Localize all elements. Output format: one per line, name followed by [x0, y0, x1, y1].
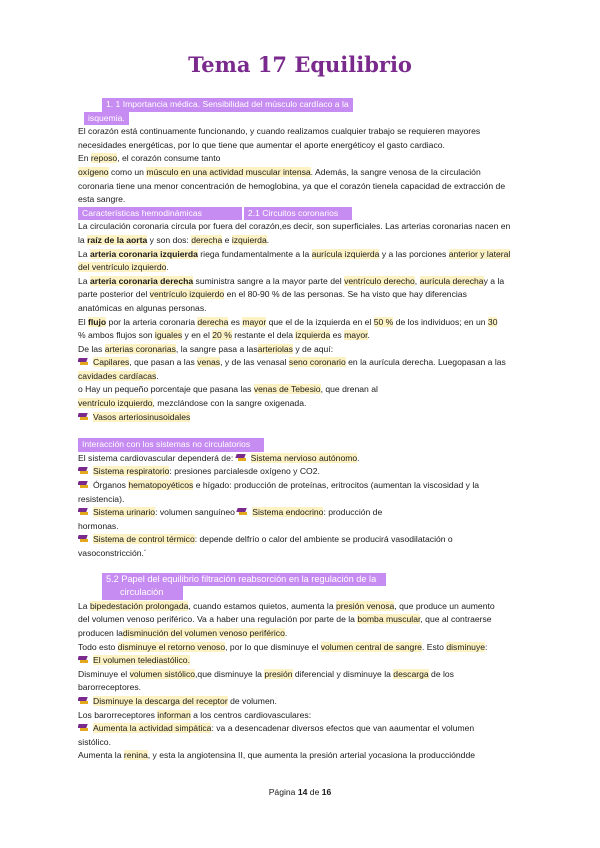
paragraph-line: anatómicas en algunas personas.: [78, 302, 207, 313]
document-body: 1. 1 Importancia médica. Sensibilidad del músculo cardíaco a la isquemia. El corazón está continuamente funcionando, y cuando realizamos cualquier trabajo se requieren mayores necesidades energéticas, por lo que tiene que aumentar el aporte energéticoy el gasto cardiaco. En reposo, el corazón consume tanto oxígeno como un músculo en una actividad muscular intensa. Además, la sangre venosa de la circulación coronaria tiene una menor concentración de hemoglobina, ya que el corazón tienela capacidad de extracción de esta sangre. Características hemodinámicas 2.1 Circuitos coronarios La circulación coronaria circula por fuera del corazón,es decir, son superficiales. Las arterias coronarias nacen en la raíz de la aorta y son dos: derecha e izquierda. La arteria coronaria izquierda riega fundamentalmente a la aurícula izquierda y a las porciones anterior y lateral del ventrículo izquierdo. La arteria coronaria derecha suministra sangre a la mayor parte del ventrículo derecho, aurícula derechay a la parte posterior del ventrículo izquierdo en el 80-90 % de las personas. Se ha visto que hay diferencias anatómicas en algunas personas. El flujo por la arteria coronaria derecha es mayor que el de la izquierda en el 50 % de los individuos; en un 30 % ambos flujos son iguales y en el 20 % restante el dela izquierda es mayor. De las arterias coronarias, la sangre pasa a lasarteriolas y de aquí: Capilares, que pasan a las venas, y de las venasal seno coronario en la aurícula derecha. Luegopasan a las cavidades cardíacas. o Hay un pequeño porcentaje que pasana las venas de Tebesio, que drenan al ventrículo izquierdo, mezclándose con la sangre oxigenada. Vasos arteriosinusoidales Interacción con los sistemas no circulatorios El sistema cardiovascular dependerá de: Sistema nervioso autónomo. Sistema respiratorio: presiones parcialesde oxígeno y CO2. Órganos hematopoyéticos e hígado: producción de proteínas, eritrocitos (aumentan la viscosidad y la resistencia). Sistema urinario: volumen sanguíneo Sistema endocrino: producción de hormonas. Sistema de control térmico: depende delfrío o calor del ambiente se producirá vasodilatación o vasoconstricción.´ 5.2 Papel del equilibrio filtración reabsorción en la regulación de la circulación La bipedestación prolongada, cuando estamos quietos, aumenta la presión venosa, que produce un aumento del volumen venoso periférico. Va a haber una regulación por parte de la bomba muscular, que al contraerse producen ladisminución del volumen venoso periférico. Todo esto disminuye el retorno venoso, por lo que disminuye el volumen central de sangre. Esto disminuye: El volumen telediastólico. Disminuye el volumen sistólico,que disminuye la presión diferencial y disminuye la descarga de los barorreceptores. Disminuye la descarga del receptor de volumen. Los barorreceptores informan a los centros cardiovasculares: Aumenta la actividad simpática: va a desencadenar diversos efectos que van aaumentar el volumen sistólico. Aumenta la renina, y esta la angiotensina II, que aumenta la presión arterial yocasiona la produccióndde: [78, 98, 556, 763]
paragraph-line: El sistema cardiovascular dependerá de: Sistema nervioso autónomo.: [78, 452, 360, 463]
paragraph-line: esta sangre.: [78, 194, 126, 205]
bullet-arrow-icon: [78, 412, 89, 421]
bullet-arrow-icon: [78, 466, 89, 475]
paragraph-line: Disminuye el volumen sistólico,que disminuye la presión diferencial y disminuye la descarga de los: [78, 668, 454, 679]
paragraph-line: producen ladisminución del volumen venoso periférico.: [78, 627, 288, 638]
page-title: Tema 17 Equilibrio: [188, 52, 412, 77]
bullet-item: El volumen telediastólico.: [78, 654, 556, 668]
paragraph-line: La circulación coronaria circula por fuera del corazón,es decir, son superficiales. Las arterias coronarias nacen en: [78, 221, 511, 232]
bullet-arrow-icon: [78, 507, 89, 516]
bullet-item: Vasos arteriosinusoidales: [78, 411, 556, 425]
bullet-arrow-icon: [236, 453, 247, 462]
paragraph-line: hormonas.: [78, 520, 119, 531]
bullet-arrow-icon: [237, 507, 248, 516]
bullet-arrow-icon: [78, 480, 89, 489]
bullet-arrow-icon: [78, 723, 89, 732]
paragraph-line: la raíz de la aorta y son dos: derecha e izquierda.: [78, 234, 270, 245]
paragraph-line: necesidades energéticas, por lo que tiene que aumentar el aporte energéticoy el gasto cardiaco.: [78, 139, 445, 150]
bullet-item: Capilares, que pasan a las venas, y de las venasal seno coronario en la aurícula derecha. Luegopasan a las: [78, 356, 556, 370]
paragraph-line: El corazón está continuamente funcionando, y cuando realizamos cualquier trabajo se requieren mayores: [78, 126, 481, 137]
paragraph-line: parte posterior del ventrículo izquierdo en el 80-90 % de las personas. Se ha visto que hay diferencias: [78, 289, 467, 300]
paragraph-line: % ambos flujos son iguales y en el 20 % restante el dela izquierda es mayor.: [78, 330, 370, 341]
current-page-number: 14: [297, 787, 308, 797]
bullet-item: o Hay un pequeño porcentaje que pasana las venas de Tebesio, que drenan al: [78, 384, 378, 395]
paragraph-line: sistólico.: [78, 736, 111, 747]
paragraph-line: La arteria coronaria derecha suministra sangre a la mayor parte del ventrículo derecho, aurícula derechay a la: [78, 275, 505, 286]
page-footer: Página 14 de 16: [268, 787, 332, 797]
paragraph-line: vasoconstricción.´: [78, 548, 147, 558]
paragraph-line: En reposo, el corazón consume tanto: [78, 153, 221, 164]
paragraph-line: oxígeno como un músculo en una actividad muscular intensa. Además, la sangre venosa de la circulación: [78, 166, 481, 177]
bullet-arrow-icon: [78, 357, 89, 366]
paragraph-line: La arteria coronaria izquierda riega fundamentalmente a la aurícula izquierda y a las porciones anterior y lateral: [78, 248, 511, 259]
paragraph-line: ventrículo izquierdo, mezclándose con la sangre oxigenada.: [78, 398, 307, 409]
section-heading-interaccion: Interacción con los sistemas no circulatorios: [78, 438, 556, 452]
paragraph-line: barorreceptores.: [78, 682, 142, 693]
bullet-item: Sistema respiratorio: presiones parcialesde oxígeno y CO2.: [78, 465, 556, 479]
paragraph-line: La bipedestación prolongada, cuando estamos quietos, aumenta la presión venosa, que produce un aumento: [78, 600, 495, 611]
bullet-item: Sistema de control térmico: depende delfrío o calor del ambiente se producirá vasodilatación o: [78, 533, 556, 547]
paragraph-line: resistencia).: [78, 493, 125, 504]
paragraph-line: coronaria tiene una menor concentración de hemoglobina, ya que el corazón tienela capacidad de extracción de: [78, 180, 506, 191]
bullet-arrow-icon: [78, 534, 89, 543]
bullet-arrow-icon: [78, 655, 89, 664]
section-heading-hemodinamicas: Características hemodinámicas 2.1 Circuitos coronarios: [78, 207, 556, 221]
bullet-arrow-icon: [78, 696, 89, 705]
bullet-item: Sistema urinario: volumen sanguíneo Sistema endocrino: producción de: [78, 506, 556, 520]
paragraph-line: Los barorreceptores informan a los centros cardiovasculares:: [78, 709, 312, 720]
paragraph-line: del ventrículo izquierdo.: [78, 262, 169, 273]
bullet-item: Disminuye la descarga del receptor de volumen.: [78, 695, 556, 709]
bullet-item: Órganos hematopoyéticos e hígado: producción de proteínas, eritrocitos (aumentan la viscosidad y la: [78, 479, 556, 493]
paragraph-line: Todo esto disminuye el retorno venoso, por lo que disminuye el volumen central de sangre. Esto disminuye:: [78, 641, 488, 652]
section-heading-filtracion: 5.2 Papel del equilibrio filtración reabsorción en la regulación de la: [78, 573, 556, 587]
paragraph-line: del volumen venoso periférico. Va a haber una regulación por parte de la bomba muscular, que al contraerse: [78, 614, 492, 625]
paragraph-line: El flujo por la arteria coronaria derecha es mayor que el de la izquierda en el 50 % de los individuos; en un 30: [78, 316, 498, 327]
section-heading-importancia: 1. 1 Importancia médica. Sensibilidad del músculo cardíaco a la: [78, 98, 556, 112]
paragraph-line: cavidades cardíacas.: [78, 370, 159, 381]
paragraph-line: Aumenta la renina, y esta la angiotensina II, que aumenta la presión arterial yocasiona la produccióndde: [78, 750, 476, 761]
total-page-count: 16: [321, 787, 332, 797]
bullet-item: Aumenta la actividad simpática: va a desencadenar diversos efectos que van aaumentar el volumen: [78, 722, 556, 736]
paragraph-line: De las arterias coronarias, la sangre pasa a lasarteriolas y de aquí:: [78, 343, 334, 354]
